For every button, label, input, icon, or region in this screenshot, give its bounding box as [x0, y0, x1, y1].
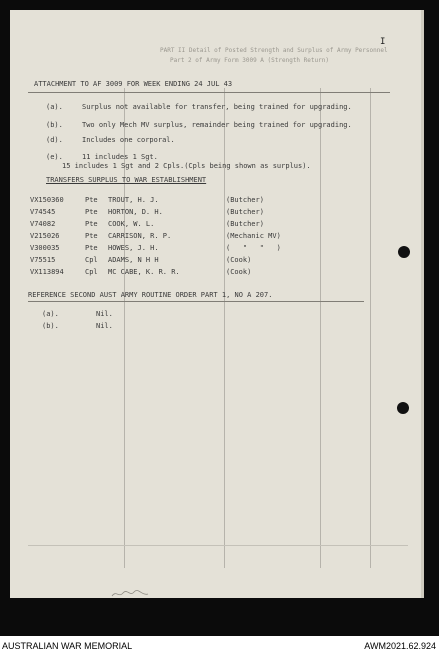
trade: (Butcher) [226, 220, 264, 228]
page-mark: I [380, 37, 386, 47]
punch-hole [398, 246, 410, 258]
footer-credit: AUSTRALIAN WAR MEMORIAL [2, 641, 133, 651]
note-mark: (a). [46, 103, 63, 111]
header-title-line2: Part 2 of Army Form 3009 A (Strength Return) [170, 57, 329, 64]
note-mark: (d). [46, 136, 63, 144]
document-page [10, 10, 421, 598]
soldier-name: MC CABE, K. R. R. [108, 268, 180, 276]
soldier-name: CARRISON, R. P. [108, 232, 172, 240]
trade: (Butcher) [226, 208, 264, 216]
rank: Pte [85, 220, 98, 228]
column-rule [224, 88, 225, 568]
soldier-name: COOK, W. L. [108, 220, 155, 228]
trade: (Butcher) [226, 196, 264, 204]
transfers-heading: TRANSFERS SURPLUS TO WAR ESTABLISHMENT [46, 176, 207, 184]
service-number: VX113894 [30, 268, 64, 276]
reference-rule [28, 301, 364, 302]
soldier-name: ADAMS, N H H [108, 256, 159, 264]
note-mark: (e). [46, 153, 63, 161]
page-edge [421, 10, 424, 598]
trade: (Cook) [226, 256, 252, 264]
service-number: VX150360 [30, 196, 64, 204]
service-number: V74545 [30, 208, 56, 216]
note-text: Includes one corporal. [82, 136, 175, 144]
service-number: V74082 [30, 220, 56, 228]
rank: Pte [85, 244, 98, 252]
rank: Cpl [85, 256, 98, 264]
column-rule [320, 88, 321, 568]
heading-rule [28, 92, 390, 93]
note-text: 11 includes 1 Sgt. [82, 153, 158, 161]
rank: Cpl [85, 268, 98, 276]
note-mark: (b). [46, 121, 63, 129]
attachment-heading: ATTACHMENT TO AF 3009 FOR WEEK ENDING 24 JUL 43 [34, 80, 233, 88]
header-title-line1: PART II Detail of Posted Strength and Surplus of Army Personnel [160, 47, 388, 54]
trade: (Cook) [226, 268, 252, 276]
reference-mark: (a). [42, 310, 59, 318]
column-rule [370, 88, 371, 568]
note-text: Two only Mech MV surplus, remainder being trained for upgrading. [82, 121, 352, 129]
rank: Pte [85, 208, 98, 216]
reference-mark: (b). [42, 322, 59, 330]
note-text: 15 includes 1 Sgt and 2 Cpls.(Cpls being shown as surplus). [62, 162, 311, 170]
soldier-name: HORTON, D. H. [108, 208, 163, 216]
signature-mark [110, 588, 150, 600]
punch-hole [397, 402, 409, 414]
row-rule [28, 545, 408, 546]
trade: (Mechanic MV) [226, 232, 281, 240]
service-number: V215026 [30, 232, 60, 240]
note-text: Surplus not available for transfer, being trained for upgrading. [82, 103, 352, 111]
footer-accession: AWM2021.62.924 [364, 641, 436, 651]
soldier-name: TROUT, H. J. [108, 196, 159, 204]
service-number: V300035 [30, 244, 60, 252]
reference-value: Nil. [96, 310, 113, 318]
rank: Pte [85, 196, 98, 204]
trade: ( " " ) [226, 244, 281, 252]
soldier-name: HOWES, J. H. [108, 244, 159, 252]
rank: Pte [85, 232, 98, 240]
reference-value: Nil. [96, 322, 113, 330]
service-number: V75515 [30, 256, 56, 264]
reference-heading: REFERENCE SECOND AUST ARMY ROUTINE ORDER PART 1, NO A 207. [28, 291, 273, 299]
